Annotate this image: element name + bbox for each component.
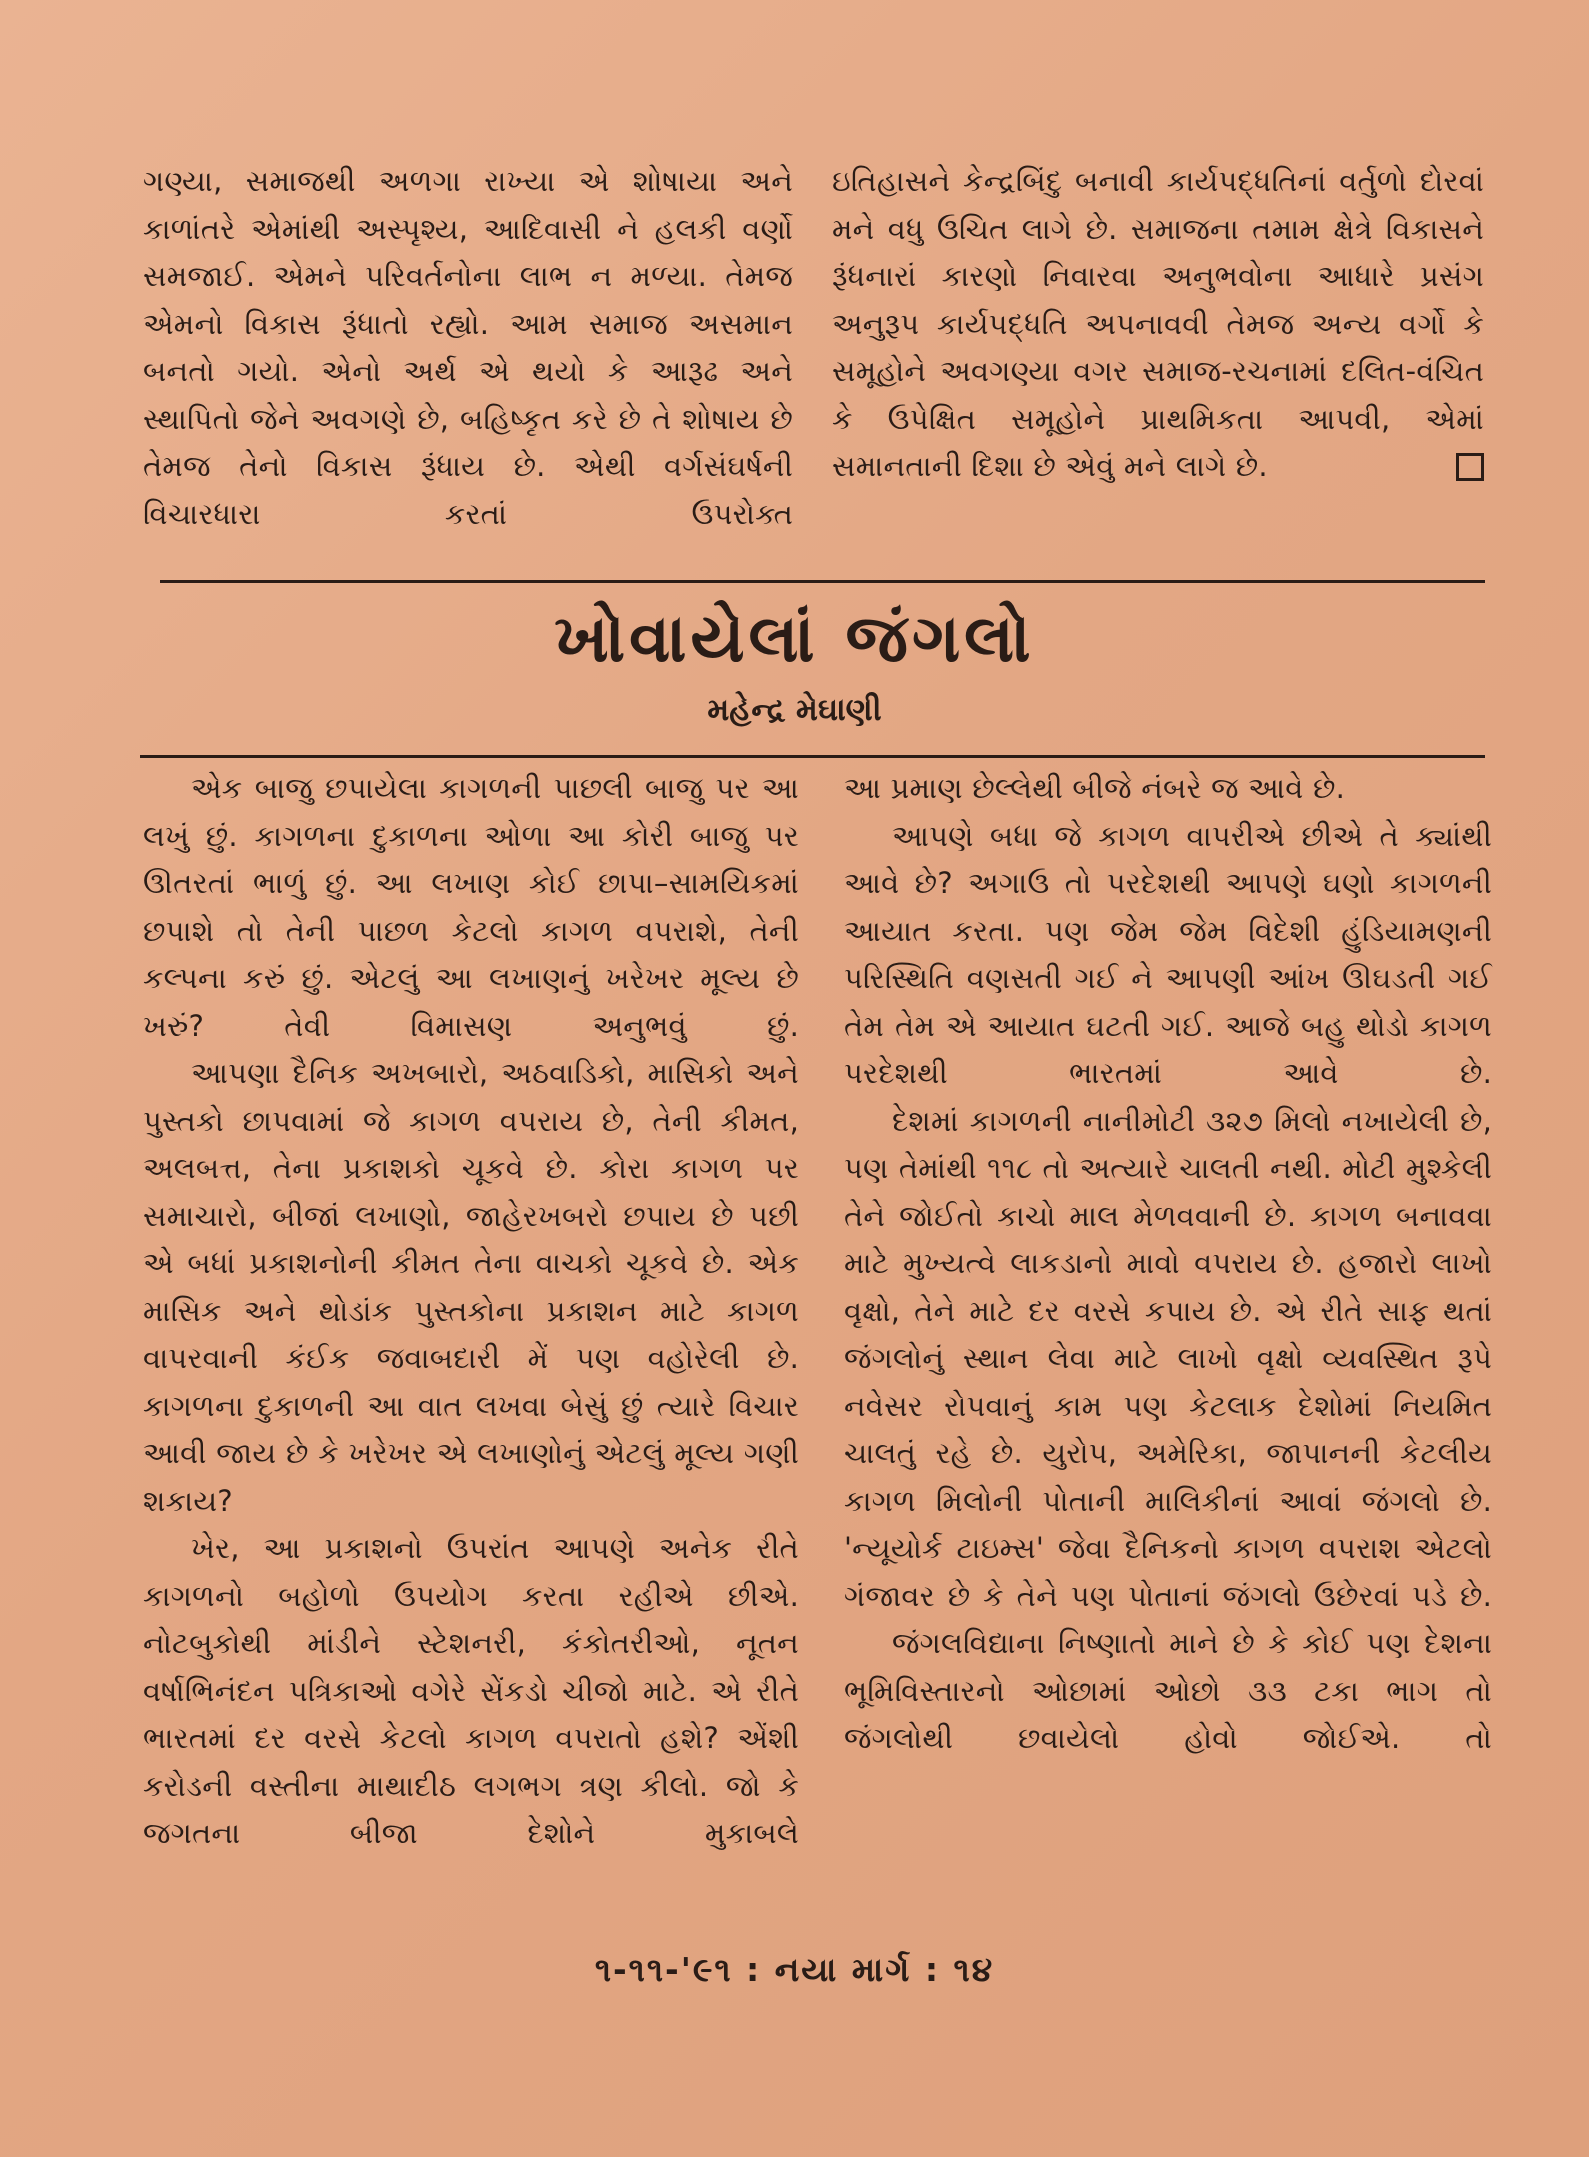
article-paragraph: જંગલવિદ્યાના નિષ્ણાતો માને છે કે કોઈ પણ દેશના ભૂમિવિસ્તારનો ઓછામાં ઓછો ૩૩ ટકા ભાગ તો જંગલોથી છવાયેલો હોવો જોઈએ. તો — [844, 1626, 1492, 1755]
article-paragraph: એક બાજુ છપાયેલા કાગળની પાછલી બાજુ પર આ લખું છું. કાગળના દુકાળના ઓળા આ કોરી બાજુ પર ઊતરતાં ભાળું છું. આ લખાણ કોઈ છાપા–સામયિકમાં છપાશે તો તેની પાછળ કેટલો કાગળ વપરાશે, તેની કલ્પના કરું છું. એટલું આ લખાણનું ખરેખર મૂલ્ય છે ખરું? તેવી વિમાસણ અનુભવું છું. — [143, 771, 799, 1043]
end-of-article-square-icon — [1456, 453, 1484, 481]
article-author: મહેન્દ્ર મેઘાણી — [707, 692, 882, 728]
previous-article-conclusion: ઇતિહાસને કેન્દ્રબિંદુ બનાવી કાર્યપદ્ધતિનાં વર્તુળો દોરવાં મને વધુ ઉચિત લાગે છે. સમાજના તમામ ક્ષેત્રે વિકાસને રૂંધનારાં કારણો નિવારવા અનુભવોના આધારે પ્રસંગ અનુરૂપ કાર્યપદ્ધતિ અપનાવવી તેમજ અન્ય વર્ગો કે સમૂહોને અવગણ્યા વગર સમાજ-રચનામાં દલિત-વંચિત કે ઉપેક્ષિત સમૂહોને પ્રાથમિકતા આપવી, એમાં સમાનતાની દિશા છે એવું મને લાગે છે. — [832, 164, 1484, 483]
article-paragraph: આપણે બધા જે કાગળ વાપરીએ છીએ તે ક્યાંથી આવે છે? અગાઉ તો પરદેશથી આપણે ઘણો કાગળની આયાત કરતા. પણ જેમ જેમ વિદેશી હુંડિયામણની પરિસ્થિતિ વણસતી ગઈ ને આપણી આંખ ઊઘડતી ગઈ તેમ તેમ એ આયાત ઘટતી ગઈ. આજે બહુ થોડો કાગળ પરદેશથી ભારતમાં આવે છે. — [844, 818, 1492, 1090]
article-paragraph: ખેર, આ પ્રકાશનો ઉપરાંત આપણે અનેક રીતે કાગળનો બહોળો ઉપયોગ કરતા રહીએ છીએ. નોટબુકોથી માંડીને સ્ટેશનરી, કંકોતરીઓ, નૂતન વર્ષાભિનંદન પત્રિકાઓ વગેરે સેંકડો ચીજો માટે. એ રીતે ભારતમાં દર વરસે કેટલો કાગળ વપરાતો હશે? એંશી કરોડની વસ્તીના માથાદીઠ લગભગ ત્રણ કીલો. જો કે જગતના બીજા દેશોને મુકાબલે — [143, 1531, 799, 1850]
article-paragraph: આ પ્રમાણ છેલ્લેથી બીજે નંબરે જ આવે છે. — [844, 771, 1345, 805]
article-left-column — [143, 765, 799, 1858]
section-divider-top — [160, 580, 1485, 583]
page-footer: ૧-૧૧-'૯૧ : નયા માર્ગ : ૧૪ — [594, 1950, 995, 1989]
section-divider-title — [140, 755, 1485, 758]
previous-article-text-right — [832, 158, 1484, 491]
article-paragraph: આપણા દૈનિક અખબારો, અઠવાડિકો, માસિકો અને પુસ્તકો છાપવામાં જે કાગળ વપરાય છે, તેની કીમત, અલબત્ત, તેના પ્રકાશકો ચૂકવે છે. કોરા કાગળ પર સમાચારો, બીજાં લખાણો, જાહેરખબરો છપાય છે પછી એ બધાં પ્રકાશનોની કીમત તેના વાચકો ચૂકવે છે. એક માસિક અને થોડાંક પુસ્તકોના પ્રકાશન માટે કાગળ વાપરવાની કંઈક જવાબદારી મેં પણ વહોરેલી છે. કાગળના દુકાળની આ વાત લખવા બેસું છું ત્યારે વિચાર આવી જાય છે કે ખરેખર એ લખાણોનું એટલું મૂલ્ય ગણી શકાય? — [143, 1056, 799, 1518]
previous-article-left-column — [143, 158, 793, 538]
previous-article-right-column — [832, 158, 1484, 491]
previous-article-text-left: ગણ્યા, સમાજથી અળગા રાખ્યા એ શોષાયા અને કાળાંતરે એમાંથી અસ્પૃશ્ય, આદિવાસી ને હલકી વર્ણો સમજાઈ. એમને પરિવર્તનોના લાભ ન મળ્યા. તેમજ એમનો વિકાસ રૂંધાતો રહ્યો. આમ સમાજ અસમાન બનતો ગયો. એનો અર્થ એ થયો કે આરૂઢ અને સ્થાપિતો જેને અવગણે છે, બહિષ્કૃત કરે છે તે શોષાય છે તેમજ તેનો વિકાસ રૂંધાય છે. એથી વર્ગસંઘર્ષની વિચારધારા કરતાં ઉપરોક્ત — [143, 164, 793, 531]
article-paragraph: દેશમાં કાગળની નાનીમોટી ૩૨૭ મિલો નખાયેલી છે, પણ તેમાંથી ૧૧૮ તો અત્યારે ચાલતી નથી. મોટી મુશ્કેલી તેને જોઈતો કાચો માલ મેળવવાની છે. કાગળ બનાવવા માટે મુખ્યત્વે લાકડાનો માવો વપરાય છે. હજારો લાખો વૃક્ષો, તેને માટે દર વરસે કપાય છે. એ રીતે સાફ થતાં જંગલોનું સ્થાન લેવા માટે લાખો વૃક્ષો વ્યવસ્થિત રૂપે નવેસર રોપવાનું કામ પણ કેટલાક દેશોમાં નિયમિત ચાલતું રહે છે. યુરોપ, અમેરિકા, જાપાનની કેટલીય કાગળ મિલોની પોતાની માલિકીનાં આવાં જંગલો છે. 'ન્યૂયોર્ક ટાઇમ્સ' જેવા દૈનિકનો કાગળ વપરાશ એટલો ગંજાવર છે કે તેને પણ પોતાનાં જંગલો ઉછેરવાં પડે છે. — [844, 1103, 1492, 1613]
article-right-column — [844, 765, 1492, 1763]
article-title: ખોવાયેલાં જંગલો — [554, 600, 1035, 677]
